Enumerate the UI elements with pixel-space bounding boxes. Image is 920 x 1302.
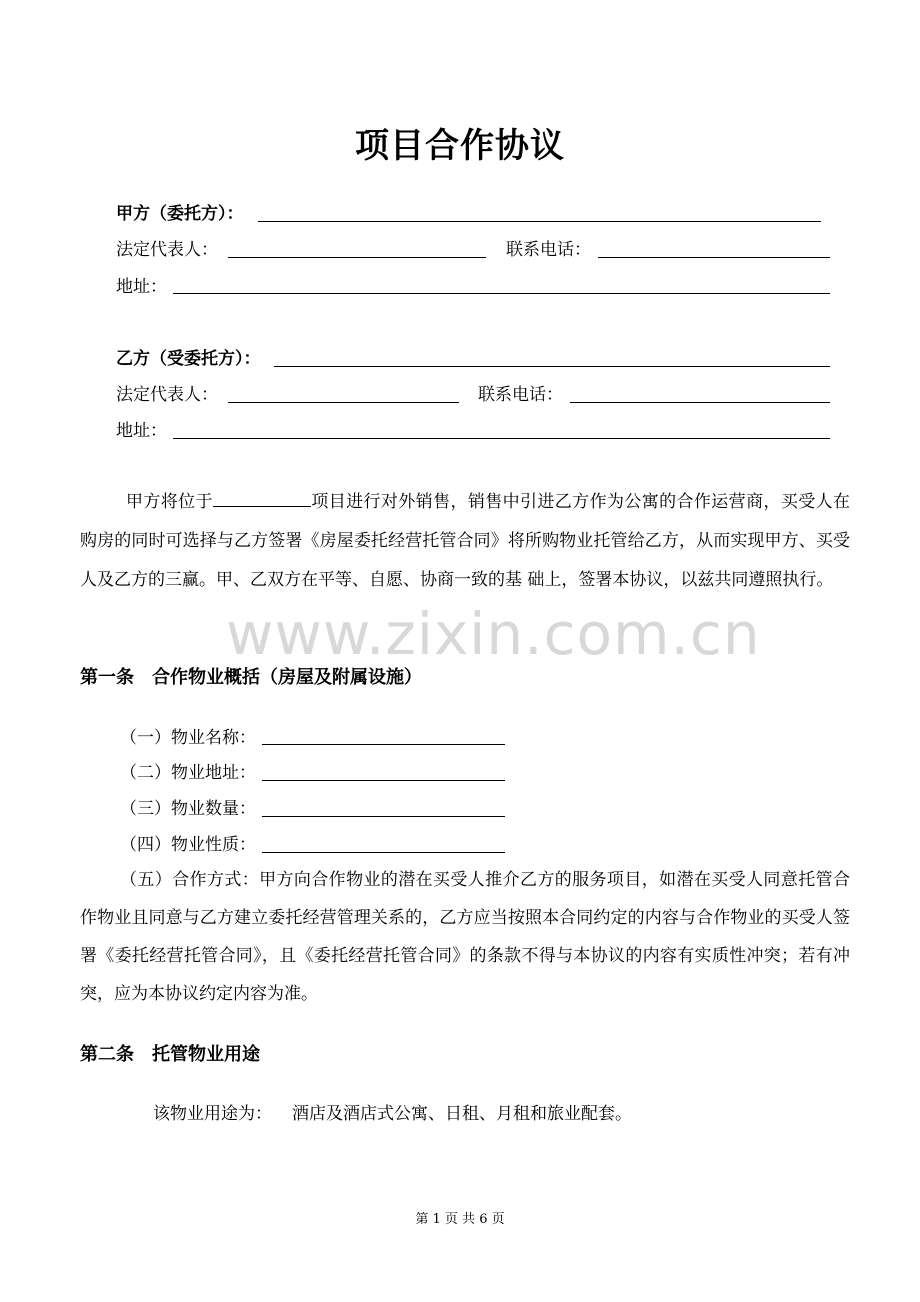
usage-label: 该物业用途为： (153, 1104, 272, 1124)
party-a-phone-label: 联系电话： (506, 240, 591, 260)
party-b-name-line (274, 366, 830, 367)
intro-body: 项目进行对外销售，销售中引进乙方作为公寓的合作运营商，买受人在购房的同时可选择与乙方签署《房屋委托经营托管合同》将所购物业托管给乙方，从而实现甲方、买受人及乙方的三赢。甲、乙双方在平等、自愿、协商一致的基 础上，签署本协议，以兹共同遵照执行。 (80, 492, 851, 590)
property-name-label: （一）物业名称： (120, 728, 256, 748)
party-b-address-line (173, 438, 830, 439)
party-b-phone-label: 联系电话： (478, 385, 563, 405)
property-address-label: （二）物业地址： (120, 763, 256, 783)
party-b-phone-line (570, 402, 830, 403)
party-a-phone-line (598, 257, 830, 258)
property-quantity-line (262, 816, 505, 817)
party-a-rep-label: 法定代表人： (116, 240, 218, 260)
article-2-heading: 第二条 托管物业用途 (80, 1044, 260, 1065)
property-nature-label: （四）物业性质： (120, 835, 256, 855)
party-a-name-line (258, 221, 821, 222)
usage-value: 酒店及酒店式公寓、日租、月租和旅业配套。 (292, 1104, 632, 1124)
party-a-rep-line (228, 257, 486, 258)
party-a-address-line (173, 293, 830, 294)
project-location-line (213, 487, 311, 507)
watermark: www.zixin.com.cn (226, 600, 761, 668)
intro-paragraph (80, 483, 850, 600)
property-address-line (262, 780, 505, 781)
property-nature-line (262, 852, 505, 853)
cooperation-method-paragraph: （五）合作方式：甲方向合作物业的潜在买受人推介乙方的服务项目，如潜在买受人同意托管合作物业且同意与乙方建立委托经营管理关系的，乙方应当按照本合同约定的内容与合作物业的买受人签署《委托经营托管合同》，且《委托经营托管合同》的条款不得与本协议的内容有实质性冲突；若有冲突，应为本协议约定内容为准。 (80, 870, 850, 1004)
party-b-address-label: 地址： (116, 421, 167, 441)
intro-prefix: 甲方将位于 (126, 492, 213, 512)
party-b-label: 乙方（受委托方）： (116, 349, 261, 369)
party-b-rep-label: 法定代表人： (116, 385, 218, 405)
page-footer: 第 1 页 共 6 页 (415, 1212, 505, 1227)
property-name-line (262, 744, 505, 745)
party-a-address-label: 地址： (116, 277, 167, 297)
document-title: 项目合作协议 (355, 126, 565, 166)
property-quantity-label: （三）物业数量： (120, 799, 256, 819)
party-a-label: 甲方（委托方）： (116, 204, 244, 224)
article-1-heading: 第一条 合作物业概括（房屋及附属设施） (80, 667, 422, 688)
party-b-rep-line (228, 402, 459, 403)
